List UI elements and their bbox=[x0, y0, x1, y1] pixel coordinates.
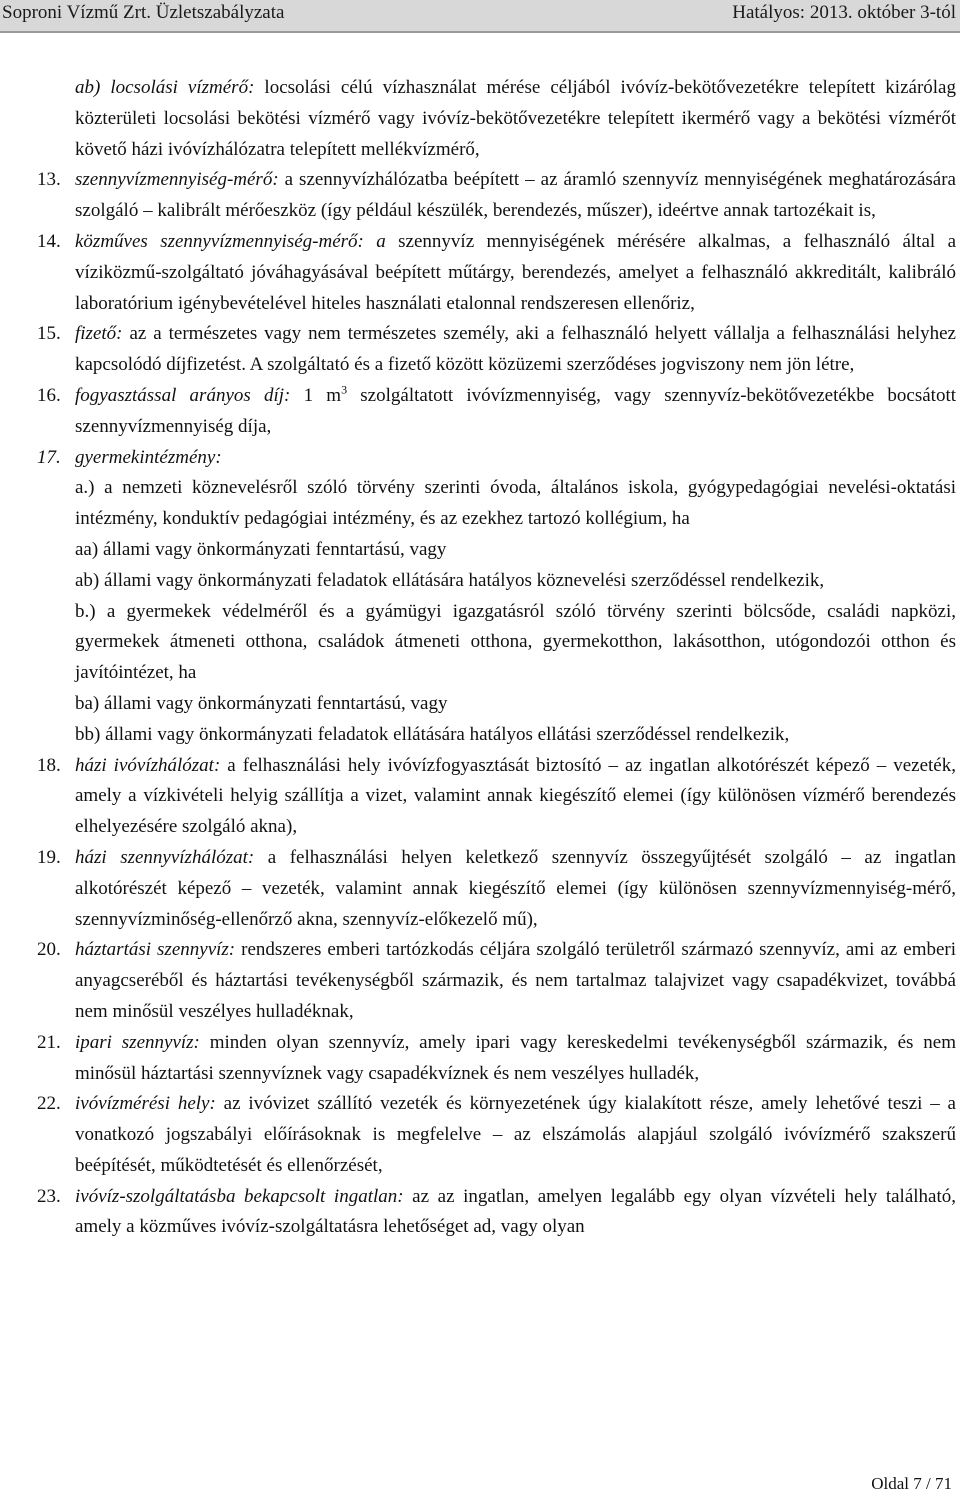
definition-22 bbox=[39, 1089, 956, 1181]
definition-text: az ivóvizet szállító vezeték és környezetének úgy kialakított része, amely lehetővé teszi – a vonatkozó jogszabályi előírásoknak is megfelelve – az elszámolás alapjául szolgáló ivóvízmérő szakszerű beépítését, működtetését és ellenőrzését, bbox=[75, 1093, 956, 1176]
definition-number: 18. bbox=[37, 754, 61, 776]
page-header bbox=[0, 0, 960, 33]
document-body bbox=[39, 73, 956, 1243]
definition-number: 13. bbox=[37, 169, 61, 191]
definition-term: háztartási szennyvíz: bbox=[75, 939, 236, 961]
subitem: ab) állami vagy önkormányzati feladatok ellátására hatályos köznevelési szerződéssel rendelkezik, bbox=[75, 569, 825, 591]
definition-number: 21. bbox=[37, 1031, 61, 1053]
subitem: bb) állami vagy önkormányzati feladatok ellátására hatályos ellátási szerződéssel rendelkezik, bbox=[75, 723, 790, 745]
definition-text: a szennyvízhálózatba beépített – az áramló szennyvíz mennyiségének meghatározására szolgáló – kalibrált mérőeszköz (így például készülék, berendezés, műszer), ideértve annak tartozékait is, bbox=[75, 169, 956, 222]
definition-18 bbox=[39, 751, 956, 843]
definition-13 bbox=[39, 165, 956, 227]
definition-23 bbox=[39, 1182, 956, 1244]
definition-term: házi szennyvízhálózat: bbox=[75, 846, 255, 868]
subitem: ba) állami vagy önkormányzati fenntartású, vagy bbox=[75, 692, 448, 714]
definition-term: ivóvízmérési hely: bbox=[75, 1093, 216, 1115]
definition-number: 16. bbox=[37, 384, 61, 406]
definition-text: minden olyan szennyvíz, amely ipari vagy kereskedelmi tevékenységből származik, és nem minősül háztartási szennyvíznek vagy csapadékvíznek és nem veszélyes hulladék, bbox=[75, 1031, 957, 1084]
definition-number: 17. bbox=[37, 446, 61, 468]
definition-21 bbox=[39, 1028, 956, 1090]
definition-text: az a természetes vagy nem természetes személy, aki a felhasználó helyett vállalja a felhasználási helyhez kapcsolódó díjfizetést. A szolgáltató és a fizető között közüzemi szerződéses jogviszony nem jön létre, bbox=[75, 323, 956, 376]
definition-text: a felhasználási hely ivóvízfogyasztását biztosító – az ingatlan alkotórészét képező – vezeték, amely a vízkivételi helyig szállítja a vizet, valamint annak kiegészítő elemei (így különösen vízmérő berendezés elhelyezésére szolgáló akna), bbox=[75, 754, 956, 838]
definition-number: 20. bbox=[37, 939, 61, 961]
definition-text: a felhasználási helyen keletkező szennyvíz összegyűjtését szolgáló – az ingatlan alkotórészét képező – vezeték, valamint annak kiegészítő elemei (így különösen szennyvízmennyiség-mérő, szennyvízminőség-ellenőrző akna, szennyvíz-előkezelő mű), bbox=[75, 846, 956, 930]
definition-term: gyermekintézmény: bbox=[75, 446, 222, 468]
definition-text: szennyvíz mennyiségének mérésére alkalmas, a felhasználó által a víziközmű-szolgáltató jóváhagyásával beépített műtárgy, berendezés, amelyet a felhasználó akkreditált, kalibráló laboratórium igénybevételével hiteles használati etalonnal rendszeresen ellenőriz, bbox=[75, 230, 957, 314]
definition-15 bbox=[39, 319, 956, 381]
definition-number: 23. bbox=[37, 1185, 61, 1207]
page-number: Oldal 7 / 71 bbox=[871, 1474, 952, 1493]
superscript: 3 bbox=[341, 382, 348, 397]
definition-16 bbox=[39, 381, 956, 443]
definition-text-a: 1 m bbox=[290, 384, 342, 406]
definition-term: fogyasztással arányos díj: bbox=[75, 384, 291, 406]
definition-term: fizető: bbox=[75, 323, 123, 345]
definition-text: rendszeres emberi tartózkodás céljára szolgáló területről származó szennyvíz, ami az emberi anyagcseréből és háztartási tevékenységből származik, és nem tartalmaz talajvizet vagy csapadékvizet, továbbá nem minősül veszélyes hulladéknak, bbox=[75, 939, 957, 1022]
definition-term: közműves szennyvízmennyiség-mérő: a bbox=[75, 230, 386, 252]
definition-text: locsolási célú vízhasználat mérése céljából ivóvíz-bekötővezetékre telepített kizárólag közterületi locsolási bekötési vízmérő vagy ivóvíz-bekötővezetékre telepített ikermérő vagy a bekötési vízmérőt követő házi ivóvízhálózatra telepített mellékvízmérő, bbox=[75, 77, 956, 160]
definition-14 bbox=[39, 227, 956, 319]
definition-ab bbox=[39, 73, 956, 165]
header-effective-date: Hatályos: 2013. október 3-tól bbox=[732, 2, 956, 23]
definition-term: szennyvízmennyiség-mérő: bbox=[75, 169, 279, 191]
definition-term: ipari szennyvíz: bbox=[75, 1031, 200, 1053]
definition-text: szolgáltatott ivóvízmennyiség, vagy szennyvíz-bekötővezetékbe bocsátott szennyvízmennyiség díja, bbox=[75, 384, 957, 437]
definition-19 bbox=[39, 843, 956, 935]
subitem: a.) a nemzeti köznevelésről szóló törvény szerinti óvoda, általános iskola, gyógypedagógiai nevelési-oktatási intézmény, konduktív pedagógiai intézmény, és az ezekhez tartozó kollégium, ha bbox=[75, 477, 956, 530]
definition-number: 22. bbox=[37, 1093, 61, 1115]
definition-number: 15. bbox=[37, 323, 61, 345]
subitem: aa) állami vagy önkormányzati fenntartású, vagy bbox=[75, 538, 447, 560]
definition-20 bbox=[39, 935, 956, 1027]
definition-number: 19. bbox=[37, 846, 61, 868]
definition-term: ivóvíz-szolgáltatásba bekapcsolt ingatlan: bbox=[75, 1185, 404, 1207]
definition-term: ab) locsolási vízmérő: bbox=[75, 77, 255, 98]
definition-term: házi ivóvízhálózat: bbox=[75, 754, 221, 776]
definition-text: az az ingatlan, amelyen legalább egy olyan vízvételi hely található, amely a közműves ivóvíz-szolgáltatásra lehetőséget ad, vagy olyan bbox=[75, 1185, 956, 1238]
subitem: b.) a gyermekek védelméről és a gyámügyi igazgatásról szóló törvény szerinti bölcsőde, családi napközi, gyermekek átmeneti otthona, családok átmeneti otthona, gyermekotthon, lakásotthon, utógondozói otthon és javítóintézet, ha bbox=[75, 600, 956, 684]
definition-number: 14. bbox=[37, 230, 61, 252]
header-document-title: Soproni Vízmű Zrt. Üzletszabályzata bbox=[2, 2, 285, 23]
definition-17 bbox=[39, 443, 956, 474]
